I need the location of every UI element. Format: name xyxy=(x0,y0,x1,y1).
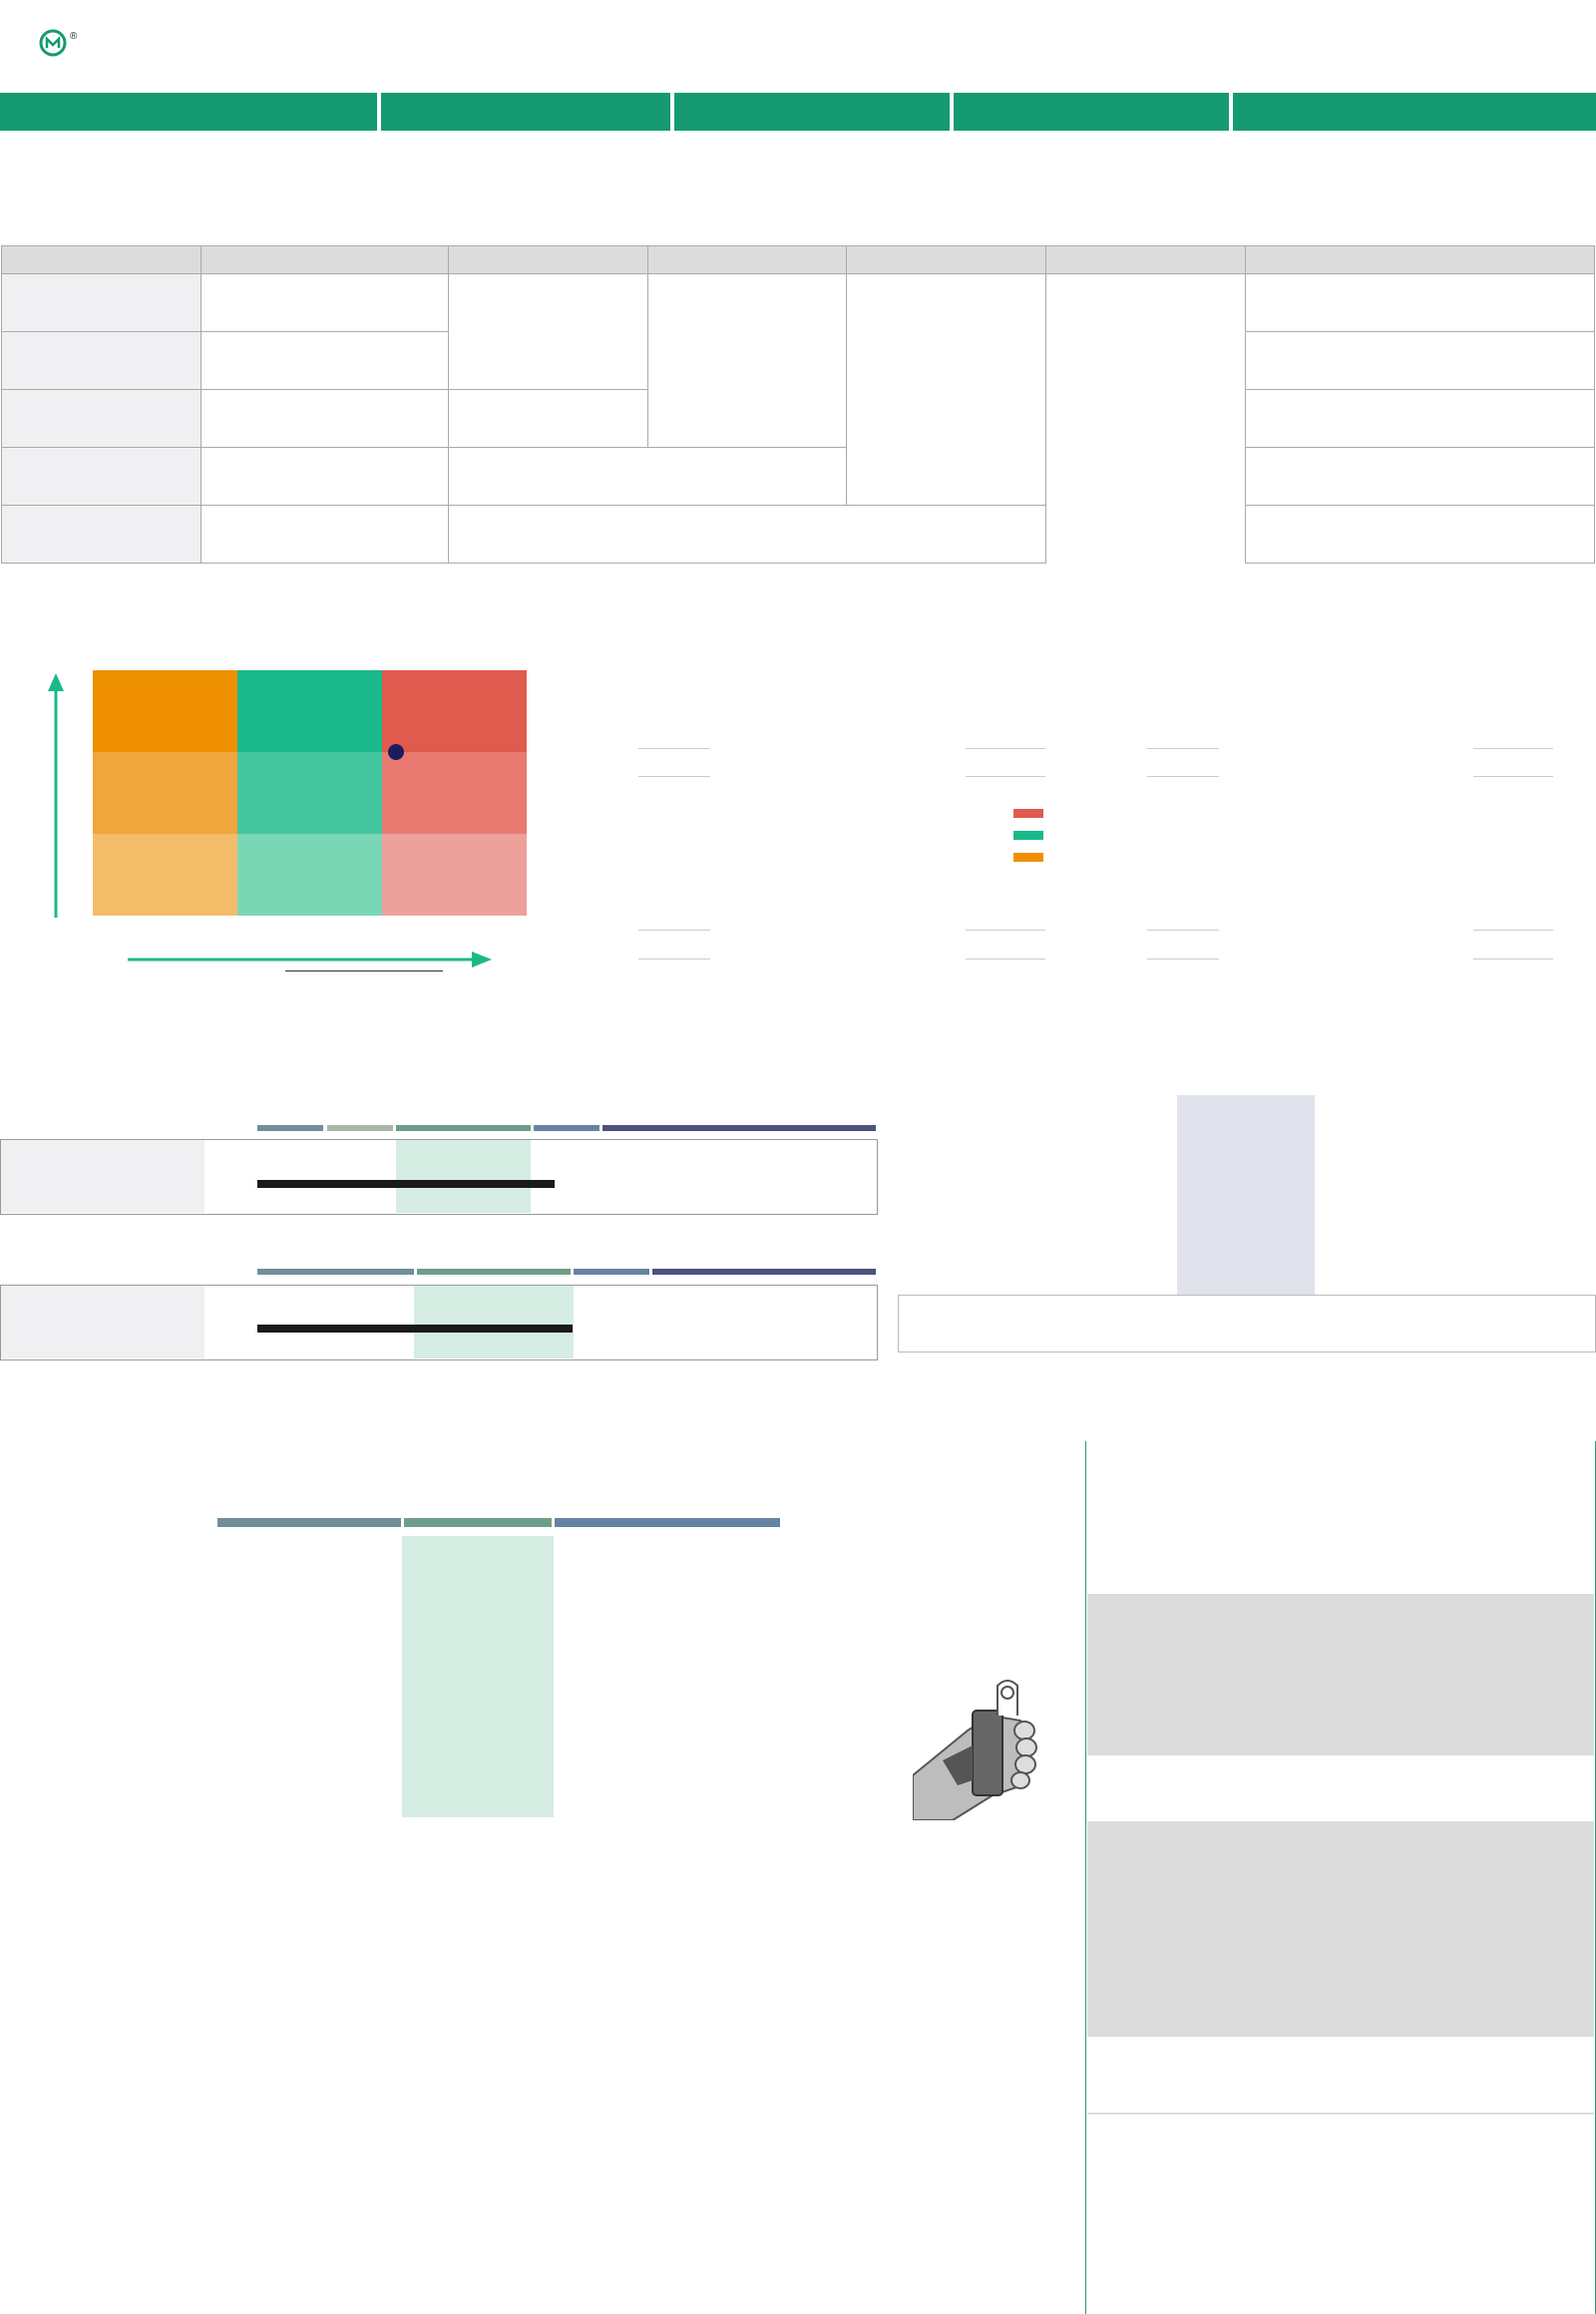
fat-radar xyxy=(1197,658,1516,997)
bca-range xyxy=(1246,506,1595,564)
bca-value xyxy=(200,506,448,564)
bca-value xyxy=(200,448,448,506)
bca-col xyxy=(847,246,1046,274)
info-header-id xyxy=(0,93,377,131)
bca-project xyxy=(2,390,201,448)
shape-cell xyxy=(382,752,527,834)
fat-upper-left-kg xyxy=(1473,748,1553,749)
shape-cell xyxy=(93,670,237,752)
shape-cell xyxy=(382,834,527,916)
info-age xyxy=(954,140,1229,180)
bca-weight xyxy=(1046,274,1246,564)
info-time xyxy=(1233,140,1596,180)
bca-col xyxy=(448,246,647,274)
shape-cell xyxy=(237,670,382,752)
muscle-upper-left-pct xyxy=(966,776,1045,777)
determination-value xyxy=(285,970,443,971)
bca-value xyxy=(200,332,448,390)
muscle-left-lower-kg xyxy=(966,930,1045,931)
bca-col xyxy=(1046,246,1246,274)
bca-project xyxy=(2,448,201,506)
grip-dynamometer-icon xyxy=(913,1676,1052,1820)
bca-project xyxy=(2,332,201,390)
bmi-axis-arrow-icon xyxy=(46,673,66,918)
bca-value xyxy=(200,274,448,332)
bca-col xyxy=(200,246,448,274)
pbf-axis-arrow-icon xyxy=(128,950,492,969)
bca-body-water xyxy=(448,274,647,390)
fat-right-lower-pct xyxy=(1147,959,1219,960)
bca-col xyxy=(2,246,201,274)
bca-project xyxy=(2,506,201,564)
bca-range xyxy=(1246,390,1595,448)
muscle-left-lower-pct xyxy=(966,959,1045,960)
bca-value xyxy=(200,390,448,448)
shape-cell xyxy=(237,834,382,916)
logo: ® xyxy=(38,28,77,58)
muscle-upper-left-kg xyxy=(966,748,1045,749)
pbf-bar xyxy=(257,1180,555,1188)
info-header-gender xyxy=(674,93,950,131)
info-gender xyxy=(674,140,950,180)
bca-table xyxy=(1,245,1595,564)
body-shape-marker xyxy=(388,744,404,760)
bca-range xyxy=(1246,332,1595,390)
pbf-label xyxy=(1,1140,204,1213)
info-id xyxy=(0,140,377,180)
fat-left-lower-pct xyxy=(1473,959,1553,960)
fat-right-upper-kg xyxy=(1147,748,1219,749)
bca-range xyxy=(1246,274,1595,332)
segmental-legend xyxy=(1013,803,1049,869)
info-header-time xyxy=(1233,93,1596,131)
bca-range xyxy=(1246,448,1595,506)
shape-cell xyxy=(237,752,382,834)
info-header-age xyxy=(954,93,1229,131)
muscle-right-upper-pct xyxy=(638,776,710,777)
muscle-right-upper-kg xyxy=(638,748,710,749)
fat-right-upper-pct xyxy=(1147,776,1219,777)
bca-col xyxy=(647,246,847,274)
bca-fat-free-mass xyxy=(847,274,1046,506)
fat-upper-left-pct xyxy=(1473,776,1553,777)
fat-left-lower-kg xyxy=(1473,930,1553,931)
info-height xyxy=(381,140,670,180)
bca-project xyxy=(2,274,201,332)
fat-right-lower-kg xyxy=(1147,930,1219,931)
bmi-bar xyxy=(257,1325,573,1333)
shape-cell xyxy=(93,752,237,834)
muscle-right-lower-kg xyxy=(638,930,710,931)
meicet-logo-icon xyxy=(38,28,68,58)
bmi-label xyxy=(1,1286,204,1358)
muscle-radar xyxy=(678,658,998,997)
muscle-right-lower-pct xyxy=(638,959,710,960)
shape-cell xyxy=(382,670,527,752)
bca-col xyxy=(1246,246,1595,274)
shape-cell xyxy=(93,834,237,916)
info-header-height xyxy=(381,93,670,131)
bca-muscle-mass xyxy=(647,274,847,448)
